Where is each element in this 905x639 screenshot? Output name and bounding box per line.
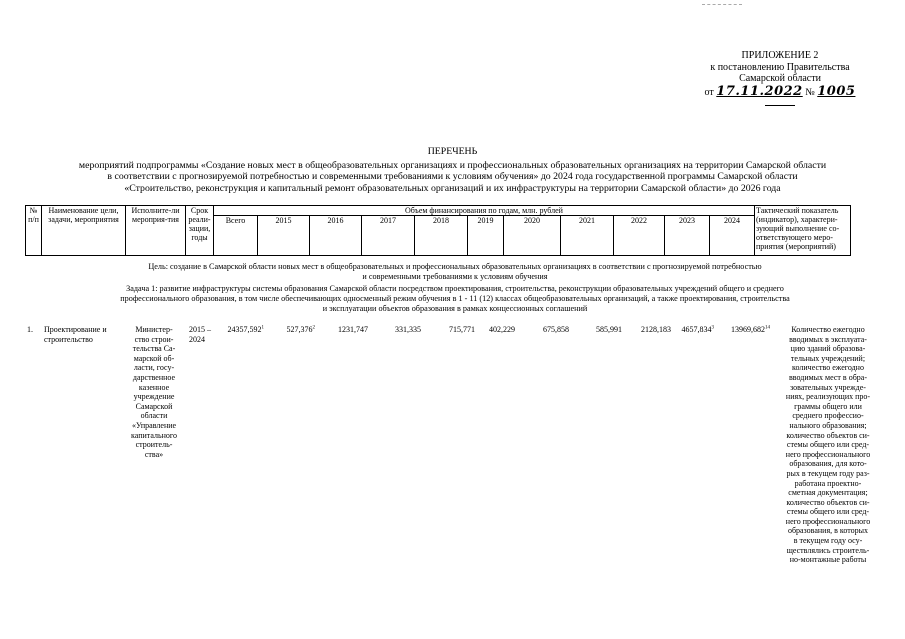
executor-line: марской об- bbox=[133, 353, 175, 363]
row-value-2020: 675,858 bbox=[543, 325, 569, 334]
executor-line: учреждение bbox=[133, 392, 175, 402]
indicator-line: нального образования; bbox=[789, 420, 867, 430]
header-year: 2021 bbox=[561, 216, 614, 256]
header-year: 2016 bbox=[310, 216, 362, 256]
indicator-line: работана проектно- bbox=[794, 478, 862, 488]
goal-line-2: и современными требованиями к условиям обучения bbox=[362, 272, 548, 281]
indicator-line: стемы общего или сред- bbox=[786, 507, 870, 517]
term-line: 2024 bbox=[189, 334, 205, 344]
scan-mark bbox=[702, 4, 742, 7]
header-total: Всего bbox=[214, 216, 258, 256]
footnote-2023: 3 bbox=[711, 325, 714, 331]
row-value-2023 bbox=[660, 325, 714, 335]
appendix-from: от bbox=[704, 86, 714, 98]
indicator-line: рых в текущем году раз- bbox=[786, 468, 870, 478]
header-year: 2017 bbox=[362, 216, 415, 256]
value-2024: 13969,682 bbox=[731, 325, 765, 334]
indicator-line: ниях, реализующих про- bbox=[785, 392, 871, 402]
goal-text bbox=[90, 262, 820, 282]
indicator-line: образования, в которых bbox=[787, 526, 869, 536]
header-year: 2024 bbox=[710, 216, 755, 256]
total-value: 24357,592 bbox=[227, 325, 262, 334]
indicator-line: но-монтажные работы bbox=[789, 555, 867, 565]
appendix-number-sign: № bbox=[805, 86, 815, 98]
title-heading: ПЕРЕЧЕНЬ bbox=[427, 146, 478, 157]
appendix-title: ПРИЛОЖЕНИЕ 2 bbox=[741, 50, 819, 61]
executor-line: тельства Са- bbox=[132, 344, 176, 354]
value-2023: 4657,834 bbox=[681, 325, 712, 334]
row-value-2017: 331,335 bbox=[395, 325, 421, 334]
executor-line: ства» bbox=[144, 449, 164, 459]
document-title bbox=[0, 146, 905, 194]
header-indicator: Тактический показатель (индикатор), характери-зующий выполнение со-ответствующего меро-приятия (мероприятий) bbox=[755, 206, 851, 256]
executor-line: казенное bbox=[138, 382, 170, 392]
row-indicator bbox=[775, 325, 881, 565]
task-line-2: профессионального образования, в том числе обеспечивающих односменный режим обучения в 1 - 11 (12) классах общеобразовательных организаций, а также проектирования, строительства bbox=[120, 294, 790, 303]
row-value-2019: 402,229 bbox=[489, 325, 515, 334]
header-year: 2022 bbox=[614, 216, 665, 256]
header-year: 2018 bbox=[415, 216, 468, 256]
indicator-line: количество ежегодно bbox=[792, 363, 864, 373]
header-table bbox=[25, 205, 851, 256]
executor-line: Министер- bbox=[135, 325, 173, 334]
title-line-3: «Строительство, реконструкция и капитальный ремонт образовательных организаций и их инфраструктуры на территории Самарской области» до 2026 года bbox=[124, 182, 781, 194]
value-2015: 527,376 bbox=[286, 325, 313, 334]
executor-line: «Управление bbox=[131, 420, 177, 430]
total-footnote: 1 bbox=[261, 325, 264, 331]
executor-line: строитель- bbox=[135, 440, 173, 450]
row-executor bbox=[124, 325, 184, 459]
row-total bbox=[215, 325, 264, 335]
task-line-1: Задача 1: развитие инфраструктуры системы образования Самарской области посредством проектирования, строительства, реконструкции образовательных учреждений общего и среднего bbox=[126, 284, 784, 293]
appendix-date-line bbox=[690, 83, 870, 110]
term-line: 2015 – bbox=[189, 325, 211, 334]
executor-line: области bbox=[140, 411, 168, 421]
header-year: 2020 bbox=[504, 216, 561, 256]
appendix-number: 1005 bbox=[817, 83, 856, 99]
executor-line: капитального bbox=[131, 430, 177, 440]
row-number: 1. bbox=[27, 325, 33, 334]
goal-line-1: Цель: создание в Самарской области новых мест в общеобразовательных и профессиональных образовательных организациях в соответствии с прогнозируемой потребностью bbox=[148, 262, 762, 271]
row-value-2022: 2128,183 bbox=[641, 325, 671, 334]
header-year: 2015 bbox=[258, 216, 310, 256]
indicator-line: количество объектов си- bbox=[786, 497, 870, 507]
indicator-line: цию зданий образова- bbox=[790, 344, 866, 354]
footnote-2015: 2 bbox=[312, 325, 315, 331]
header-year: 2019 bbox=[468, 216, 504, 256]
row-value-2015 bbox=[265, 325, 315, 335]
row-term bbox=[189, 325, 217, 344]
task-text bbox=[60, 284, 850, 314]
header-financing: Объем финансирования по годам, млн. рублей bbox=[214, 206, 755, 216]
indicator-line: него профессионального bbox=[785, 449, 871, 459]
header-term: Срок реали-зации, годы bbox=[186, 206, 214, 256]
header-name: Наименование цели, задачи, мероприятия bbox=[42, 206, 126, 256]
task-line-3: и эксплуатации объектов образования в рамках концессионных соглашений bbox=[322, 304, 588, 313]
indicator-line: среднего профессио- bbox=[792, 411, 864, 421]
executor-line: ство строи- bbox=[134, 334, 174, 344]
indicator-line: количество объектов си- bbox=[786, 430, 870, 440]
indicator-line: зовательных учрежде- bbox=[790, 382, 866, 392]
indicator-line: в текущем году осу- bbox=[793, 536, 863, 546]
appendix-block bbox=[690, 50, 870, 110]
indicator-line: Количество ежегодно bbox=[791, 325, 865, 334]
indicator-line: образования, для кото- bbox=[789, 459, 867, 469]
appendix-region: Самарской области bbox=[739, 73, 821, 84]
indicator-line: ществлялись строитель- bbox=[786, 545, 870, 555]
indicator-line: тельных учреждений; bbox=[790, 353, 866, 363]
header-executor: Исполните-ли мероприя-тия bbox=[126, 206, 186, 256]
indicator-line: стемы общего или сред- bbox=[786, 440, 870, 450]
indicator-line: него профессионального bbox=[785, 516, 871, 526]
row-value-2018: 715,771 bbox=[449, 325, 475, 334]
row-value-2021: 585,991 bbox=[596, 325, 622, 334]
executor-line: дарственное bbox=[132, 372, 176, 382]
row-name: Проектирование и строительство bbox=[44, 325, 107, 344]
executor-line: ласти, госу- bbox=[133, 363, 175, 373]
footnote-2024: 14 bbox=[765, 325, 770, 331]
row-value-2016: 1231,747 bbox=[338, 325, 368, 334]
indicator-line: вводимых в эксплуата- bbox=[789, 334, 867, 344]
indicator-line: вводимых мест в обра- bbox=[789, 372, 867, 382]
title-line-1: мероприятий подпрограммы «Создание новых мест в общеобразовательных организациях и профессиональных образовательных организациях на территории Самарской области bbox=[78, 160, 827, 172]
executor-line: Самарской bbox=[135, 401, 173, 411]
header-num: № п/п bbox=[26, 206, 42, 256]
indicator-line: сметная документация; bbox=[788, 488, 868, 498]
appendix-decree: к постановлению Правительства bbox=[710, 61, 850, 73]
row-value-2024 bbox=[712, 325, 770, 335]
title-line-2: в соответствии с прогнозируемой потребностью и современными требованиями к условиям обучения» до 2024 года государственной программы Самарской области bbox=[107, 171, 798, 183]
appendix-date: 17.11.2022 bbox=[716, 83, 803, 99]
header-year: 2023 bbox=[665, 216, 710, 256]
indicator-line: граммы общего или bbox=[794, 401, 862, 411]
